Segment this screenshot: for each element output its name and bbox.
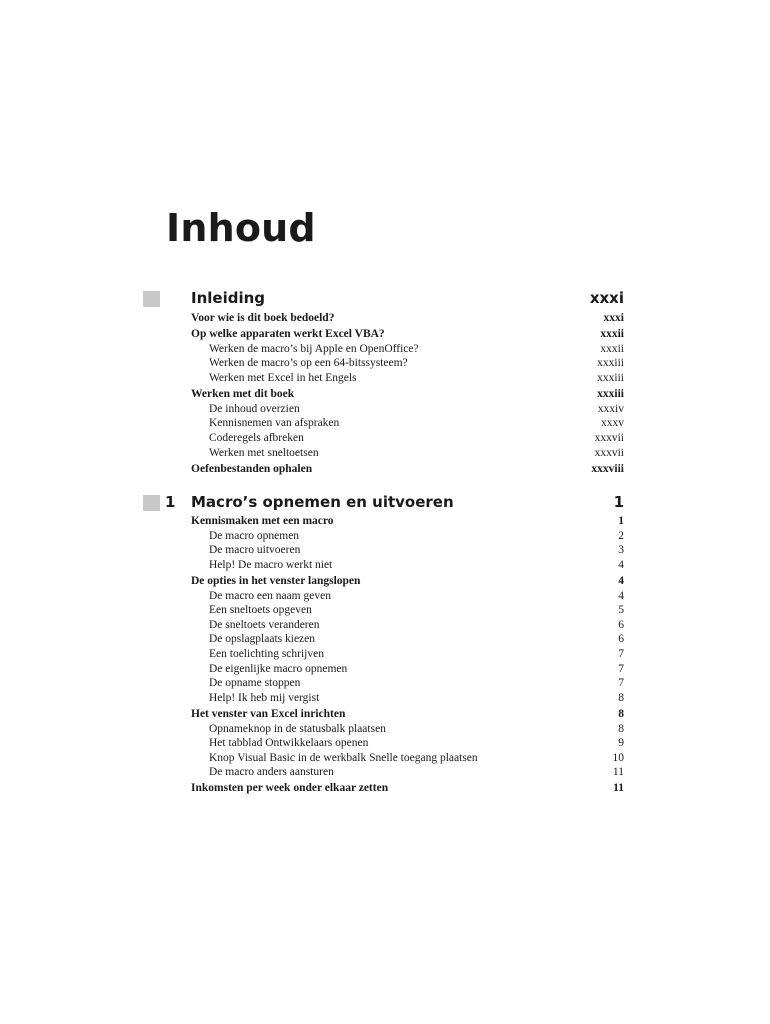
toc-subsection-entry	[0, 723, 770, 738]
toc-subsection-entry	[0, 648, 770, 663]
toc-entry-label: Werken met Excel in het Engels	[209, 371, 357, 384]
toc-entry-label: Help! Ik heb mij vergist	[209, 691, 320, 704]
chapter-marker	[143, 495, 160, 511]
toc-entry-page: xxxviii	[591, 462, 624, 475]
toc-entry-page: 8	[618, 722, 624, 735]
toc-entry-page: xxxi	[603, 312, 624, 324]
toc-section-entry	[0, 463, 770, 478]
toc-section-entry	[0, 312, 770, 327]
toc-entry-page: 4	[618, 589, 624, 602]
toc-entry-page: 4	[618, 574, 624, 587]
chapter-introduction	[0, 289, 770, 477]
toc-entry-label: Het venster van Excel inrichten	[191, 707, 346, 720]
toc-entry-label: De opties in het venster langslopen	[191, 574, 361, 587]
toc-entry-page: 4	[618, 558, 624, 571]
toc-entry-page: xxxii	[600, 342, 624, 355]
toc-subsection-entry	[0, 559, 770, 574]
chapter-title: Inleiding	[191, 289, 266, 307]
chapter-number: 1	[165, 493, 176, 511]
toc-subsection-entry	[0, 677, 770, 692]
toc-entry-page: 10	[612, 751, 624, 764]
chapter-heading	[0, 493, 770, 515]
toc-subsection-entry	[0, 417, 770, 432]
toc-entry-label: De macro uitvoeren	[209, 544, 301, 557]
chapter-marker	[143, 291, 160, 307]
toc-entry-label: De macro een naam geven	[209, 589, 331, 602]
toc-entry-label: De macro anders aansturen	[209, 766, 334, 779]
toc-entry-page: 6	[618, 633, 624, 646]
toc-subsection-entry	[0, 343, 770, 358]
toc-entry-label: Een sneltoets opgeven	[209, 604, 312, 617]
toc-entry-page: xxxiii	[597, 371, 624, 384]
toc-entry-label: Het tabblad Ontwikkelaars openen	[209, 737, 369, 750]
toc-entry-label: Een toelichting schrijven	[209, 647, 324, 660]
toc-subsection-entry	[0, 633, 770, 648]
toc-entry-page: xxxvii	[594, 431, 624, 444]
toc-entry-label: Inkomsten per week onder elkaar zetten	[191, 782, 389, 795]
toc-entry-page: 7	[618, 647, 624, 660]
toc-subsection-entry	[0, 432, 770, 447]
toc-entry-page: 5	[618, 604, 624, 617]
toc-entry-label: De opslagplaats kiezen	[209, 633, 316, 646]
toc-entry-label: Help! De macro werkt niet	[209, 558, 333, 571]
toc-entry-page: xxxiii	[597, 357, 624, 370]
toc-entry-page: 2	[618, 529, 624, 542]
chapter-page-number: xxxi	[589, 289, 624, 307]
toc-subsection-entry	[0, 357, 770, 372]
toc-entry-page: 8	[618, 707, 624, 720]
toc-entry-label: Voor wie is dit boek bedoeld?	[191, 312, 335, 324]
toc-entry-page: 7	[618, 677, 624, 690]
toc-entry-page: xxxv	[601, 417, 624, 430]
page-title: Inhoud	[166, 206, 316, 250]
toc-entry-page: 8	[618, 691, 624, 704]
toc-subsection-entry	[0, 544, 770, 559]
toc-entry-label: Werken met dit boek	[191, 388, 295, 401]
chapter-title: Macro’s opnemen en uitvoeren	[191, 493, 454, 511]
toc-entry-label: Opnameknop in de statusbalk plaatsen	[209, 722, 386, 735]
toc-section-entry	[0, 515, 770, 530]
toc-entry-label: Kennisnemen van afspraken	[209, 417, 340, 430]
toc-subsection-entry	[0, 663, 770, 678]
toc-entry-label: Coderegels afbreken	[209, 431, 304, 444]
toc-entry-page: 11	[612, 766, 624, 779]
toc-entry-page: 11	[613, 782, 624, 795]
toc-section-entry	[0, 328, 770, 343]
toc-subsection-entry	[0, 619, 770, 634]
toc-entries	[0, 312, 770, 477]
toc-entry-label: Op welke apparaten werkt Excel VBA?	[191, 328, 385, 341]
toc-entry-label: Werken met sneltoetsen	[209, 446, 319, 459]
toc-entry-page: xxxiv	[597, 402, 624, 415]
toc-entry-label: De opname stoppen	[209, 677, 301, 690]
toc-entry-page: xxxvii	[594, 446, 624, 459]
toc-subsection-entry	[0, 403, 770, 418]
toc-subsection-entry	[0, 737, 770, 752]
toc-subsection-entry	[0, 447, 770, 462]
toc-entry-label: Oefenbestanden ophalen	[191, 462, 313, 475]
toc-entry-label: Werken de macro’s bij Apple en OpenOffice?	[209, 342, 419, 355]
toc-section-entry	[0, 708, 770, 723]
toc-entry-label: Werken de macro’s op een 64-bitssysteem?	[209, 357, 408, 370]
toc-entry-page: 9	[618, 737, 624, 750]
toc-entry-page: xxxii	[600, 328, 624, 341]
toc-entry-label: De sneltoets veranderen	[209, 618, 320, 631]
toc-entry-page: 1	[618, 515, 624, 527]
toc-subsection-entry	[0, 530, 770, 545]
chapter-1	[0, 493, 770, 797]
toc-section-entry	[0, 575, 770, 590]
toc-subsection-entry	[0, 766, 770, 781]
toc-entries	[0, 515, 770, 797]
toc-subsection-entry	[0, 752, 770, 767]
toc-section-entry	[0, 388, 770, 403]
toc-subsection-entry	[0, 604, 770, 619]
toc-section-entry	[0, 782, 770, 797]
chapter-heading	[0, 289, 770, 311]
toc-entry-page: 3	[618, 544, 624, 557]
toc-entry-page: 6	[618, 618, 624, 631]
toc-subsection-entry	[0, 372, 770, 387]
toc-entry-label: De inhoud overzien	[209, 402, 300, 415]
toc-subsection-entry	[0, 692, 770, 707]
toc-entry-label: Kennismaken met een macro	[191, 515, 334, 527]
toc-entry-label: De eigenlijke macro opnemen	[209, 662, 348, 675]
toc-entry-label: Knop Visual Basic in de werkbalk Snelle toegang plaatsen	[209, 751, 478, 764]
toc-entry-label: De macro opnemen	[209, 529, 300, 542]
toc-entry-page: 7	[618, 662, 624, 675]
chapter-page-number: 1	[613, 493, 624, 511]
toc-subsection-entry	[0, 590, 770, 605]
toc-entry-page: xxxiii	[597, 388, 624, 401]
